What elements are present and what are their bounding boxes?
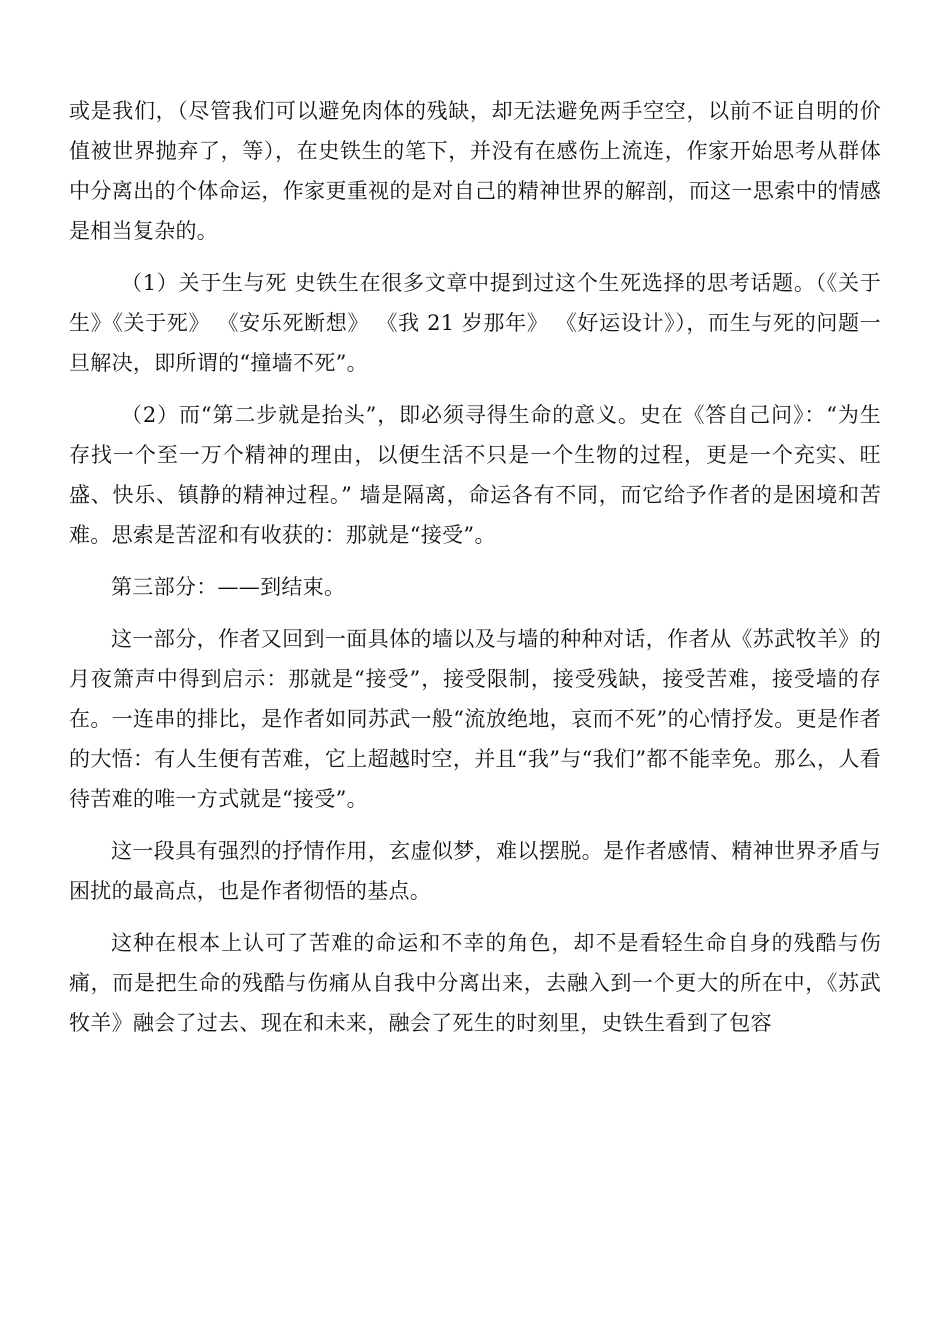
paragraph-continued: 或是我们，（尽管我们可以避免肉体的残缺，却无法避免两手空空，以前不证自明的价值被世界抛弃了，等），在史铁生的笔下，并没有在感伤上流连，作家开始思考从群体中分离出的个体命运，作家更重视的是对自己的精神世界的解剖，而这一思索中的情感是相当复杂的。 <box>69 99 881 243</box>
section-heading-part-three: 第三部分：——到结束。 <box>111 575 346 599</box>
paragraph-suffering: 这种在根本上认可了苦难的命运和不幸的角色，却不是看轻生命自身的残酷与伤痛，而是把生命的残酷与伤痛从自我中分离出来，去融入到一个更大的所在中，《苏武牧羊》融会了过去、现在和未来，融会了死生的时刻里，史铁生看到了包容 <box>69 931 881 1035</box>
document-body <box>69 91 881 1043</box>
paragraph-lyrical: 这一段具有强烈的抒情作用，玄虚似梦，难以摆脱。是作者感情、精神世界矛盾与困扰的最高点，也是作者彻悟的基点。 <box>69 839 881 903</box>
paragraph-raise-head: （2）而“第二步就是抬头”，即必须寻得生命的意义。史在《答自己问》：“为生存找一个至一万个精神的理由，以便生活不只是一个生物的过程，更是一个充实、旺盛、快乐、镇静的精神过程。” 墙是隔离，命运各有不同，而它给予作者的是困境和苦难。思索是苦涩和有收获的：那就是“接受”。 <box>69 403 881 547</box>
paragraph-life-and-death: （1）关于生与死 史铁生在很多文章中提到过这个生死选择的思考话题。（《关于生》《关于死》 《安乐死断想》 《我 21 岁那年》 《好运设计》），而生与死的问题一旦解决，即所谓的“撞墙不死”。 <box>69 271 881 375</box>
paragraph-acceptance: 这一部分，作者又回到一面具体的墙以及与墙的种种对话，作者从《苏武牧羊》的月夜箫声中得到启示：那就是“接受”，接受限制，接受残缺，接受苦难，接受墙的存在。一连串的排比，是作者如同苏武一般“流放绝地，哀而不死”的心情抒发。更是作者的大悟：有人生便有苦难，它上超越时空，并且“我”与“我们”都不能幸免。那么，人看待苦难的唯一方式就是“接受”。 <box>69 627 881 811</box>
